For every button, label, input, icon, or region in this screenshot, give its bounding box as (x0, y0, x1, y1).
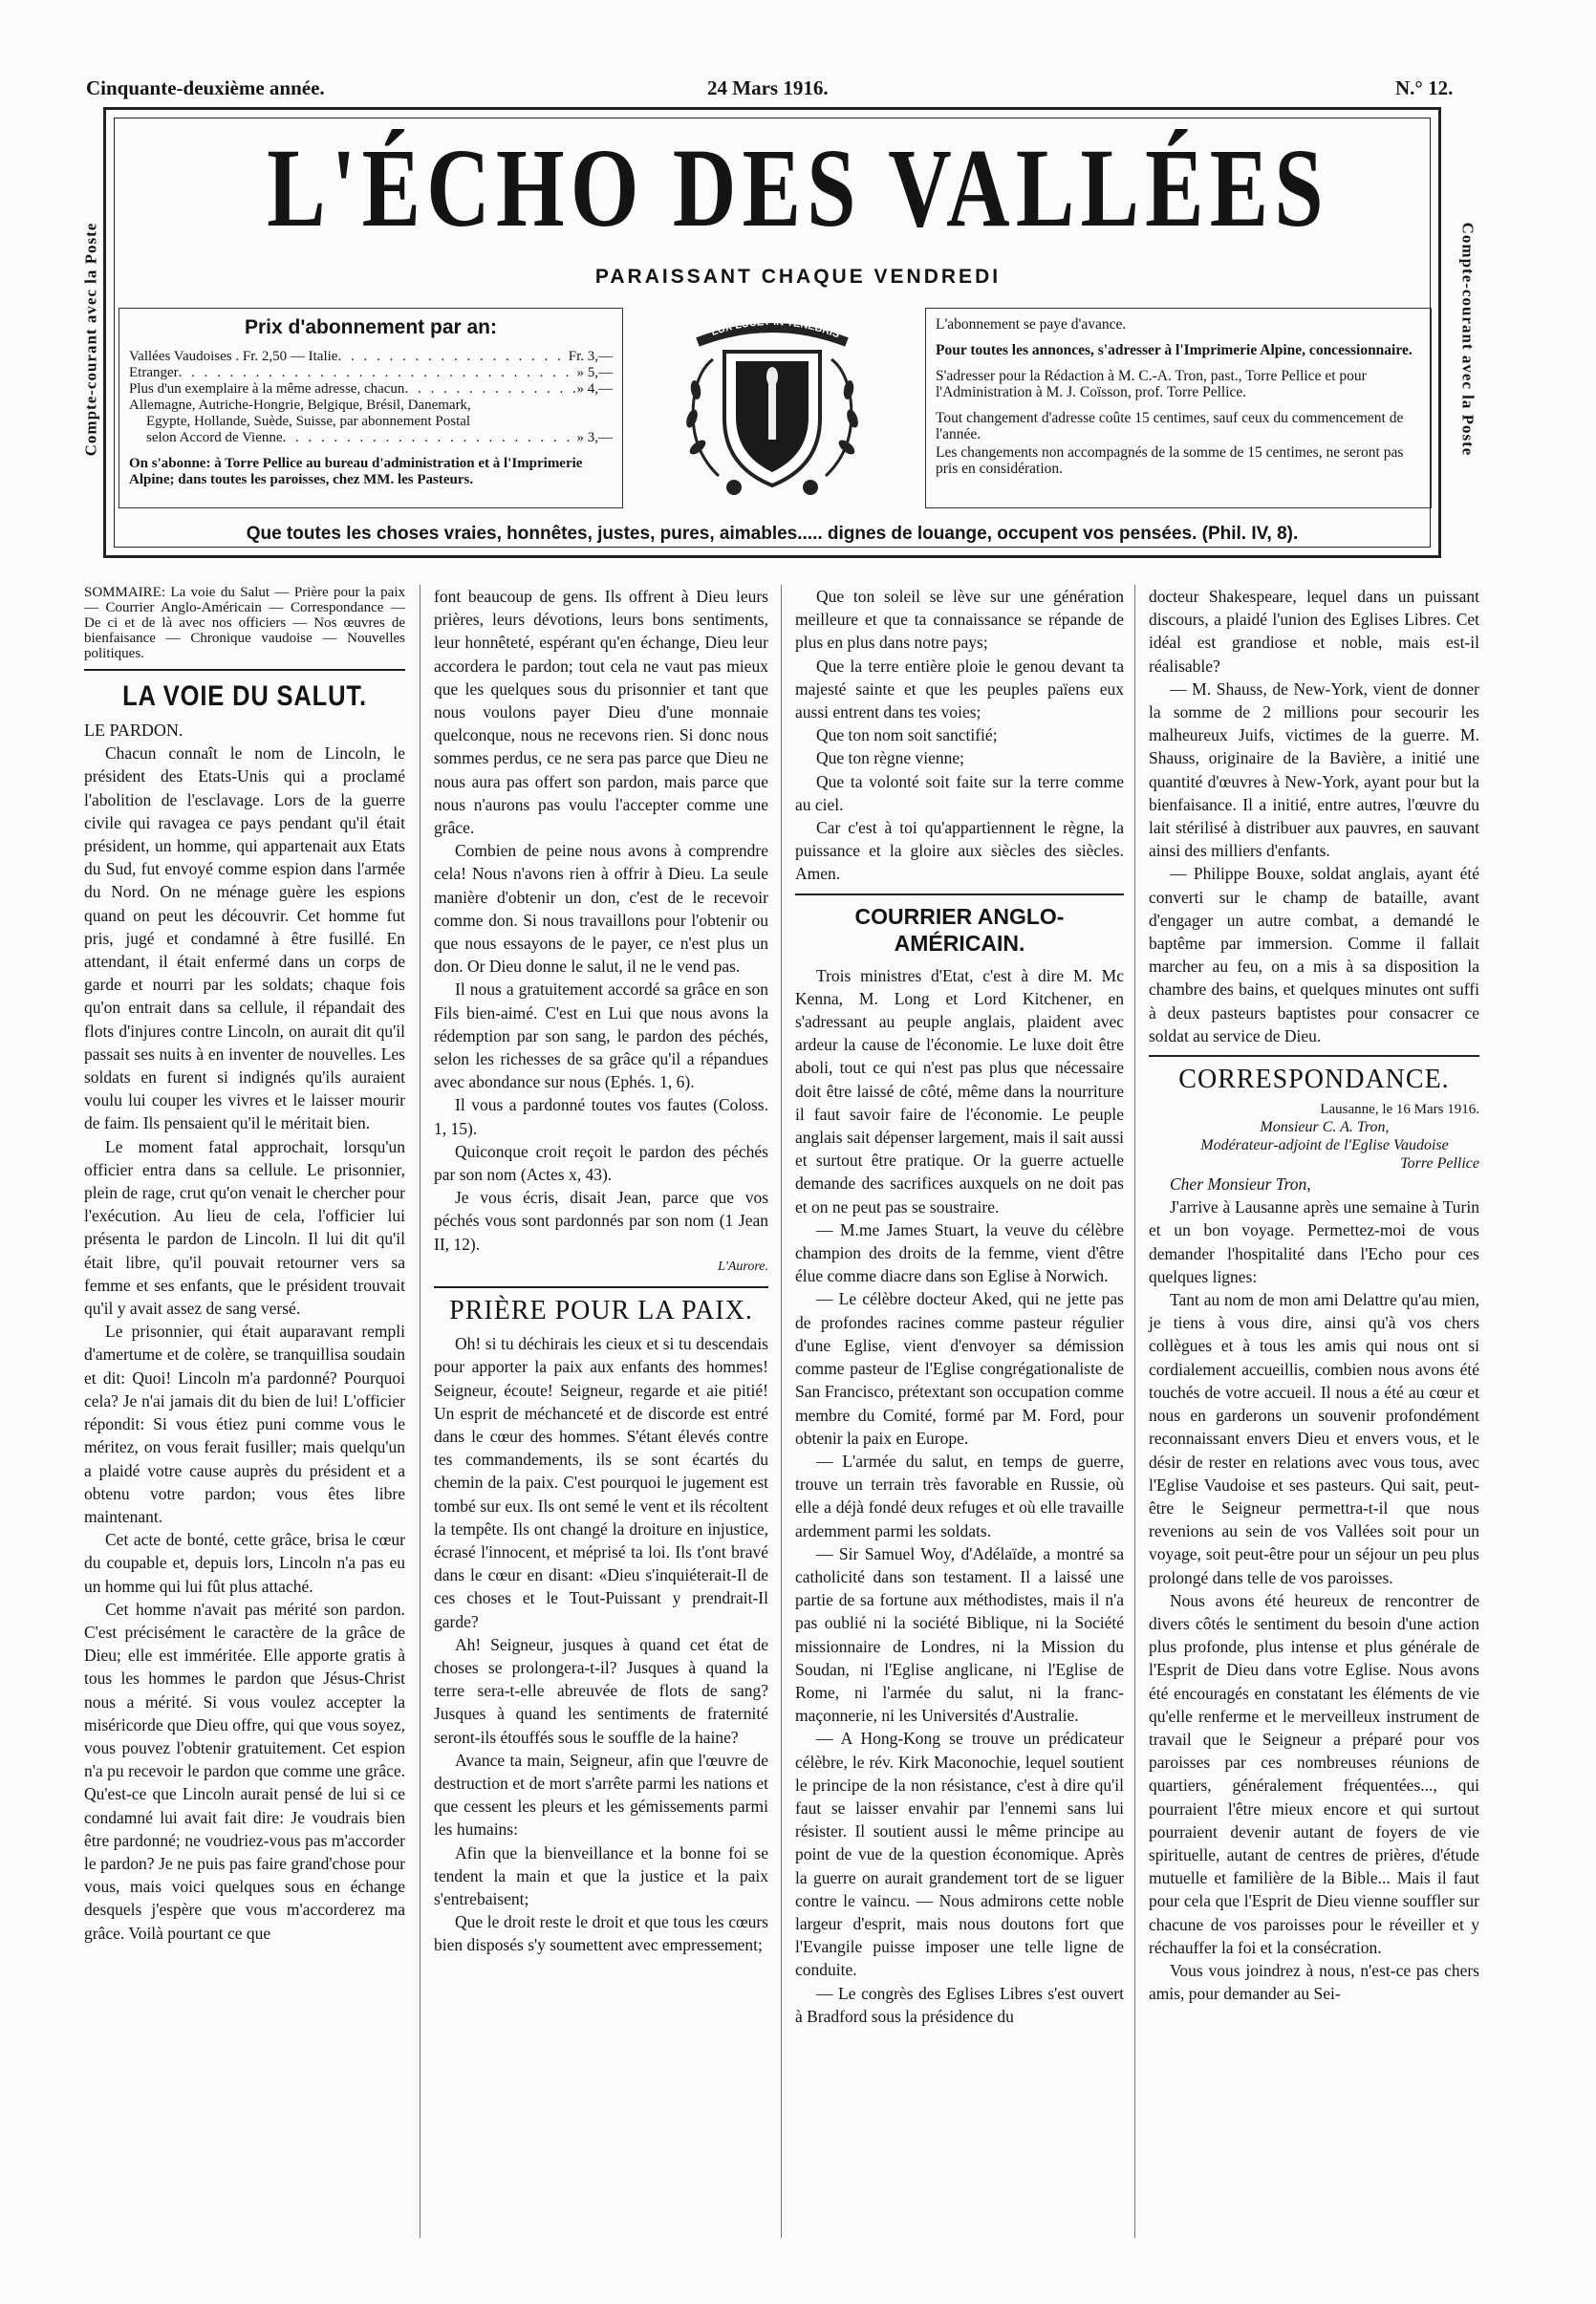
paragraph: font beaucoup de gens. Ils offrent à Dieu leurs prières, leurs dévotions, leurs bons sentiments, leur honnêteté, espérant qu'en échange, Dieu leur accordera le pardon; tout cela ne vaut pas mieux que les quelques sous du prisonnier et tant que nous voulons payer Dieu d'une monnaie quelconque, nous ne recevons rien. Si donc nous sommes perdus, ce ne sera pas parce que Dieu ne nous aura pas offert son pardon, mais parce que nous n'aurons pas voulu l'accepter comme une grâce. (434, 587, 768, 838)
countries-line: Allemagne, Autriche-Hongrie, Belgique, Brésil, Danemark, (129, 398, 471, 413)
paragraph: Avance ta main, Seigneur, afin que l'œuvre de destruction et de mort s'arrête parmi les nations et que cessent les pleurs et les gémissements parmi les humains: (434, 1750, 768, 1840)
paragraph: Oh! si tu déchirais les cieux et si tu descendais pour apporter la paix aux enfants des hommes! Seigneur, écoute! Seigneur, regarde et aie pitié! Un esprit de méchanceté et de discorde est entré dans le cœur des hommes. S'étant élevés contre tes commandements, ils se sont écartés du chemin de la paix. C'est pourquoi le jugement est tombé sur eux. Ils ont semé le vent et ils récoltent la tempête. Ils ont changé la droiture en injustice, écrasé l'innocent, et méprisé ta loi. Ils t'ont bravé dans le cœur en disant: «Dieu s'inquiéterait-Il de ces choses et le Tout-Puissant y prendrait-Il garde? (434, 1334, 768, 1631)
column-4 (1149, 585, 1479, 2005)
waldensian-emblem-icon (650, 304, 895, 505)
newspaper-title: L'ÉCHO DES VALLÉES (267, 125, 1329, 250)
paragraph: — Sir Samuel Woy, d'Adélaïde, a montré sa catholicité dans son testament. Il a laissé une partie de sa fortune aux méthodistes, mais il n'a pas oublié ni la société Biblique, ni la Société missionnaire de Londres, ni la Mission du Soudan, ni l'Eglise anglicane, ni l'Eglise de Rome, ni l'armée du salut, ni la franc-maçonnerie, ni les Universités d'Australie. (795, 1543, 1124, 1726)
letter-addressee: Modérateur-adjoint de l'Eglise Vaudoise (1200, 1137, 1449, 1154)
price-row: Plus d'un exemplaire à la même adresse, chacun . . . » 4,— (129, 381, 613, 398)
paragraph: Le moment fatal approchait, lorsqu'un officier entra dans sa cellule. Le prisonnier, plein de rage, crut qu'on venait le chercher pour l'exécution. Au lieu de cela, l'officier lui présenta le pardon de Lincoln. Il lui dit qu'il était libre, qu'il pouvait retourner vers sa femme et ses enfants, que le président trouvait qu'il y avait assez de sang versé. (84, 1136, 405, 1319)
column-2 (434, 585, 768, 1957)
article-heading: COURRIER ANGLO-AMÉRICAIN. (854, 903, 1065, 956)
sommaire: SOMMAIRE: La voie du Salut — Prière pour la paix — Courrier Anglo-Américain — Correspondance — De ci et de là avec nos officiers — Nos œuvres de bienfaisance — Chronique vaudoise — Nouvelles politiques. (84, 585, 405, 661)
paragraph: — M.me James Stuart, la veuve du célèbre champion des droits de la femme, vient d'être élue comme diacre dans son Eglise à Norwich. (795, 1219, 1124, 1286)
paragraph: Cet acte de bonté, cette grâce, brisa le cœur du coupable et, depuis lors, Lincoln n'a pas eu un homme qui lui fût plus attaché. (84, 1530, 405, 1596)
paragraph: Ah! Seigneur, jusques à quand cet état de choses se prolongera-t-il? Jusques à quand la terre sera-t-elle abreuvée de flots de sang? Jusques à quand les sentiments de fraternité seront-ils étouffés sous le souffle de la haine? (434, 1634, 768, 1747)
paragraph: Que ton nom soit sanctifié; (816, 725, 998, 745)
article-heading: CORRESPONDANCE. (1178, 1065, 1450, 1095)
issue-number: N.° 12. (1395, 76, 1454, 99)
paragraph: Car c'est à toi qu'appartiennent le règne, la puissance et la gloire aux siècles des siècles. Amen. (795, 818, 1124, 884)
paragraph: J'arrive à Lausanne après une semaine à Turin et un bon voyage. Permettez-moi de vous demander l'hospitalité dans l'Echo pour ces quelques lignes: (1149, 1197, 1479, 1286)
price-row: selon Accord de Vienne . . . » 3,— (129, 430, 613, 446)
article-subheading: LE PARDON. (84, 721, 183, 740)
emblem (650, 304, 895, 505)
paragraph: docteur Shakespeare, lequel dans un puissant discours, a plaidé l'union des Eglises Libres. Cet idéal est grandiose et noble, mais est-il réalisable? (1149, 587, 1479, 676)
subscription-note: On s'abonne: à Torre Pellice au bureau d'administration et à l'Imprimerie Alpine; dans toutes les paroisses, chez MM. les Pasteurs. (129, 456, 583, 487)
paragraph: — A Hong-Kong se trouve un prédicateur célèbre, le rév. Kirk Maconochie, lequel soutient le principe de la non résistance, c'est à dire qu'il faut se laisser envahir par l'ennemi sans lui résister. Il soutient aussi le même principe au point de vue de la question économique. Après la guerre on aurait grandement tort de se liguer contre le vaincu. — Nous admirons cette noble largeur d'esprit, mais nous doutons fort que l'Evangile puisse imposer une telle ligne de conduite. (795, 1729, 1124, 1980)
newspaper-subtitle: PARAISSANT CHAQUE VENDREDI (594, 266, 1002, 288)
paragraph: Que ton règne vienne; (816, 748, 965, 768)
info-change-fee: Tout changement d'adresse coûte 15 centimes, sauf ceux du commencement de l'année. (936, 410, 1404, 442)
issue-date: 24 Mars 1916. (707, 76, 829, 99)
source-credit: L'Aurore. (718, 1259, 768, 1274)
paragraph: Que ta volonté soit faite sur la terre comme au ciel. (795, 771, 1124, 814)
article-heading: PRIÈRE POUR LA PAIX. (449, 1296, 753, 1326)
column-3 (795, 585, 1124, 2028)
column-rule (420, 585, 421, 2238)
info-change-note: Les changements non accompagnés de la somme de 15 centimes, ne seront pas pris en considération. (936, 444, 1404, 477)
letter-place-date: Lausanne, le 16 Mars 1916. (1320, 1102, 1479, 1118)
subscription-box (119, 308, 623, 508)
paragraph: Tant au nom de mon ami Delattre qu'au mien, je tiens à vous dire, ainsi qu'à vos chers collègues et à tous les amis qui nous ont si cordialement accueillis, combien nous avons été touchés de votre accueil. Il nous a été au cœur et nous en garderons un souvenir profondément reconnaissant envers Dieu et envers vous, et le désir de rester en relations avec vous tous, avec l'Eglise Vaudoise et ses pasteurs. Qui sait, peut-être le Seigneur permettra-t-il que nous revenions au sein de vos Vallées soit pour un voyage, soit peut-être pour un séjour un peu plus prolongé dans telle de vos paroisses. (1149, 1290, 1479, 1587)
info-redaction: S'adresser pour la Rédaction à M. C.-A. Tron, past., Torre Pellice et pour l'Administration à M. J. Coïsson, prof. Torre Pellice. (936, 368, 1367, 400)
article-heading: LA VOIE DU SALUT. (122, 680, 367, 712)
paragraph: Il vous a pardonné toutes vos fautes (Coloss. 1, 15). (434, 1095, 768, 1138)
side-label-left: Compte-courant avec la Poste (81, 222, 100, 457)
paragraph: Trois ministres d'Etat, c'est à dire M. Mc Kenna, M. Long et Lord Kitchener, en s'adressant au peuple anglais, plaident avec ardeur la cause de l'économie. Le luxe doit être aboli, tout ce qui n'est pas plus que nécessaire doit être laissé de côté, même dans la nourriture il faut savoir faire de l'économie. Le peuple anglais sait dépenser largement, mais il sait aussi et surtout être pratique. Or la guerre actuelle demande des sacrifices auxquels on ne doit pas et on ne peut pas se soustraire. (795, 965, 1124, 1217)
letter-addressee: Torre Pellice (1400, 1155, 1479, 1173)
paragraph: Le prisonnier, qui était auparavant rempli d'amertume et de colère, se tranquillisa soudain et dit: Quoi! Lincoln m'a pardonné? Pourquoi cela? Je n'ai jamais dit du bien de lui! L'officier répondit: Si vous étiez puni comme vous le méritez, on vous ferait fusiller; mais quelqu'un a plaidé votre cause auprès du président et a obtenu votre pardon; vous êtes libre maintenant. (84, 1322, 405, 1526)
subscription-title: Prix d'abonnement par an: (244, 316, 498, 338)
info-advance: L'abonnement se paye d'avance. (936, 316, 1127, 333)
motto: Que toutes les choses vraies, honnêtes, justes, pures, aimables..... dignes de louange, occupent vos pensées. (Phil. IV, 8). (246, 524, 1299, 544)
column-1 (84, 585, 405, 1945)
paragraph: Que le droit reste le droit et que tous les cœurs bien disposés s'y soumettent avec empressement; (434, 1912, 768, 1955)
paragraph: — M. Shauss, de New-York, vient de donner la somme de 2 millions pour secourir les malheureux Juifs, victimes de la guerre. M. Shauss, originaire de la Bavière, a initié une quantité d'œuvres à New-York, ayant pour but la bienfaisance. Il a initié, entre autres, l'œuvre du lait stérilisé à distribuer aux pauvres, en sauvant ainsi des milliers d'enfants. (1149, 678, 1479, 861)
letter-addressee: Monsieur C. A. Tron, (1260, 1119, 1390, 1136)
countries-line-2: Egypte, Hollande, Suède, Suisse, par abonnement Postal (146, 414, 471, 429)
side-label-right: Compte-courant avec la Poste (1458, 222, 1477, 457)
paragraph: Que ton soleil se lève sur une génération meilleure et que ta connaissance se répande de plus en plus dans notre pays; (795, 587, 1124, 653)
paragraph: Chacun connaît le nom de Lincoln, le président des Etats-Unis qui a proclamé l'abolition de l'esclavage. Lors de la guerre civile qui ravagea ce pays pendant qu'il était président, un homme, qui appartenait aux Etats du Sud, fut envoyé comme espion dans l'armée du Nord. On ne ménage guère les espions quand on peut les découvrir. Cet homme fut pris, jugé et condamné à être fusillé. En attendant, il était enfermé dans un corps de garde et nourri par les soldats; chaque fois qu'on entrait dans sa cellule, il répandait des flots d'injures contre Lincoln, on aurait dit qu'il passait ses nuits à en inventer de nouvelles. Les soldats en furent si indignés qu'ils auraient voulu lui couper les vivres et le laisser mourir de faim. Ils pensaient qu'il le méritait bien. (84, 743, 405, 1133)
info-annonces: Pour toutes les annonces, s'adresser à l'Imprimerie Alpine, concessionnaire. (936, 342, 1413, 358)
letter-salutation: Cher Monsieur Tron, (1170, 1174, 1311, 1195)
paragraph: — Le congrès des Eglises Libres s'est ouvert à Bradford sous la présidence du (795, 1983, 1124, 2026)
column-rule (781, 585, 782, 2238)
paragraph: Afin que la bienveillance et la bonne foi se tendent la main et que la justice et la paix s'entrebaisent; (434, 1842, 768, 1908)
paragraph: Que la terre entière ploie le genou devant ta majesté sainte et que les peuples païens eux aussi entrent dans tes voies; (795, 656, 1124, 722)
svg-text:LUX LUCET IN TENEBRIS: LUX LUCET IN TENEBRIS (709, 315, 842, 341)
paragraph: Je vous écris, disait Jean, parce que vos péchés vous sont pardonnés par son nom (1 Jean II, 12). (434, 1188, 768, 1254)
paragraph: — L'armée du salut, en temps de guerre, trouve un terrain très favorable en Russie, où elle a déjà fondé deux refuges et où elle travaille ardemment parmi les soldats. (795, 1451, 1124, 1540)
paragraph: — Le célèbre docteur Aked, qui ne jette pas de profondes racines comme pasteur régulier d'une Eglise, vient d'envoyer sa démission comme pasteur de l'Eglise congrégationaliste de San Francisco, prétextant son occupation comme membre du Comité, formé par M. Ford, pour obtenir la paix en Europe. (795, 1289, 1124, 1448)
paragraph: Cet homme n'avait pas mérité son pardon. C'est précisément le caractère de la grâce de Dieu; elle est imméritée. Elle apporte gratis à tous les hommes le pardon que Jésus-Christ nous a mérité. Si vous voulez accepter la miséricorde que Dieu offre, qui que vous soyez, vous pouvez l'obtenir gratuitement. Cet espion n'a pu recevoir le pardon que comme une grâce. Qu'est-ce que Lincoln aurait pensé de lui si ce condamné lui avait fait dire: Je voudrais bien être pardonné; ne voudriez-vous pas m'accorder le pardon? Je ne puis pas faire grand'chose pour vous, mais voici quelques sous en échange desquels j'espère que vous m'accorderez ma grâce. Voilà pourtant ce que (84, 1599, 405, 1943)
paragraph: Vous vous joindrez à nous, n'est-ce pas chers amis, pour demander au Sei- (1149, 1960, 1479, 2004)
paragraph: — Philippe Bouxe, soldat anglais, ayant été converti sur le champ de bataille, avant d'engager un autre combat, a demandé le baptême par immersion. Comme il fallait marcher au feu, on a mis à sa disposition la chambre des bains, et quelques minutes ont suffi à deux pasteurs baptistes pour consacrer ce soldat au service de Dieu. (1149, 864, 1479, 1045)
paragraph: Il nous a gratuitement accordé sa grâce en son Fils bien-aimé. C'est en Lui que nous avons la rédemption par son sang, le pardon des péchés, selon les richesses de sa grâce qu'il a répandues avec abondance sur nous (Ephés. 1, 6). (434, 980, 768, 1092)
year-label: Cinquante-deuxième année. (86, 76, 325, 99)
paragraph: Quiconque croit reçoit le pardon des péchés par son nom (Actes x, 43). (434, 1141, 768, 1185)
price-row: Etranger . . . » 5,— (129, 365, 613, 381)
paragraph: Combien de peine nous avons à comprendre cela! Nous n'avons rien à offrir à Dieu. La seule manière d'obtenir un don, c'est de le recevoir comme don. Si nous travaillons pour l'obtenir ou que nous essayons de le payer, ce n'est plus un don. Or Dieu donne le salut, il ne le vend pas. (434, 841, 768, 977)
info-box (925, 308, 1432, 508)
column-rule (1134, 585, 1135, 2238)
paragraph: Nous avons été heureux de rencontrer de divers côtés le sentiment du besoin d'une action plus profonde, plus intense et plus générale de l'Esprit de Dieu dans votre Eglise. Nous avons été encouragés en constatant les éléments de vie qu'elle renferme et le merveilleux instrument de travail que le Seigneur a préparé pour vos paroisses par ces nombreuses réunions de quartiers, généralement fréquentées..., qui pourraient l'être mieux encore et qui surtout pourraient devenir autant de foyers de vie spirituelle, autant de centres de prières, d'étude mutuelle et familière de la Bible... Mais il faut pour cela que l'Esprit de Dieu vienne souffler sur chacune de vos paroisses pour le réveiller et y réchauffer la foi et la consécration. (1149, 1590, 1479, 1957)
price-row: Vallées Vaudoises . Fr. 2,50 — Italie . . . Fr. 3,— (129, 349, 613, 365)
